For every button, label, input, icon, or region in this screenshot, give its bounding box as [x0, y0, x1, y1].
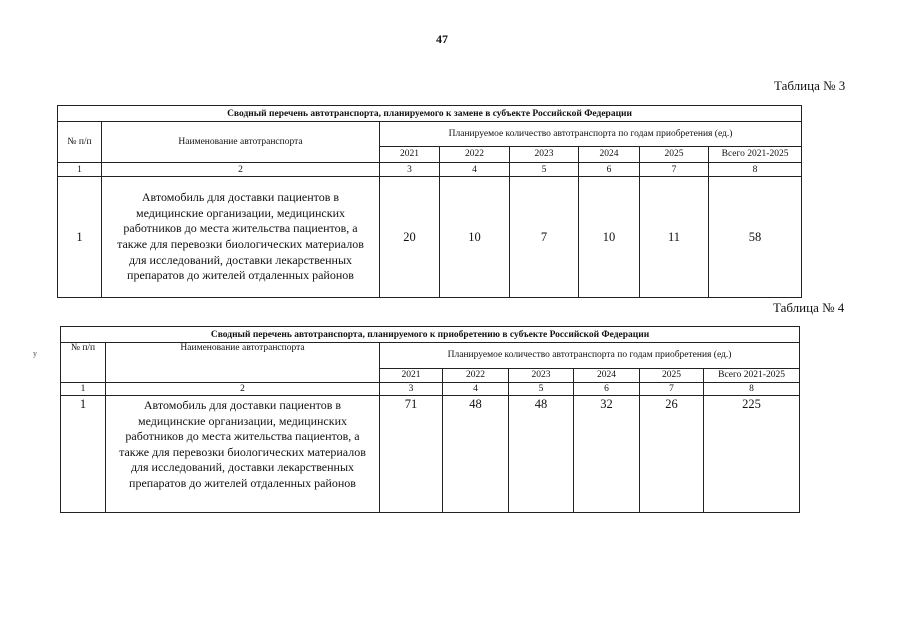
table3-year-2024: 2024 — [579, 147, 640, 163]
table3-index-cell: 2 — [102, 163, 380, 177]
table3-index-cell: 5 — [510, 163, 579, 177]
table3-index-cell: 4 — [440, 163, 510, 177]
table3-index-cell: 6 — [579, 163, 640, 177]
table4-index-cell: 1 — [61, 383, 106, 396]
table4-col-num: № п/п — [61, 343, 106, 383]
table3-index-cell: 3 — [380, 163, 440, 177]
table3-value-2022: 10 — [440, 177, 510, 298]
table3-row-num: 1 — [58, 177, 102, 298]
table4-index-cell: 3 — [380, 383, 443, 396]
table4-year-total: Всего 2021-2025 — [704, 369, 800, 383]
table3 — [57, 105, 802, 298]
table3-year-2021: 2021 — [380, 147, 440, 163]
table4-label: Таблица № 4 — [773, 300, 845, 315]
table-row — [58, 177, 802, 298]
table3-year-2025: 2025 — [640, 147, 709, 163]
table3-index-cell: 1 — [58, 163, 102, 177]
table4-value-2022: 48 — [443, 396, 509, 513]
table4-year-2024: 2024 — [574, 369, 640, 383]
table4-index-cell: 6 — [574, 383, 640, 396]
page-number: 47 — [436, 32, 448, 46]
table4-index-cell: 5 — [509, 383, 574, 396]
table4-value-2023: 48 — [509, 396, 574, 513]
table3-vehicle-name — [102, 177, 380, 298]
table3-value-2021: 20 — [380, 177, 440, 298]
margin-mark: у — [33, 349, 37, 358]
table3-col-num: № п/п — [58, 122, 102, 163]
table4-value-2024: 32 — [574, 396, 640, 513]
table3-title: Сводный перечень автотранспорта, планируемого к замене в субъекте Российской Федерации — [58, 106, 802, 122]
table4-col-name: Наименование автотранспорта — [106, 343, 380, 383]
table3-index-cell: 8 — [709, 163, 802, 177]
table4-year-2021: 2021 — [380, 369, 443, 383]
table3-index-cell: 7 — [640, 163, 709, 177]
table4-title: Сводный перечень автотранспорта, планируемого к приобретению в субъекте Российской Федерации — [61, 327, 800, 343]
table3-vehicle-text: Автомобиль для доставки пациентов в медицинские организации, медицинских работников до места жительства пациентов, а также для перевозки биологических материалов для исследований, доставки лекарственных препаратов до жителей отдаленных районов — [117, 190, 364, 283]
table4-value-total: 225 — [704, 396, 800, 513]
table4-index-cell: 7 — [640, 383, 704, 396]
table3-value-total: 58 — [709, 177, 802, 298]
table3-value-2024: 10 — [579, 177, 640, 298]
table3-year-2023: 2023 — [510, 147, 579, 163]
table4-vehicle-text: Автомобиль для доставки пациентов в медицинские организации, медицинских работников до места жительства пациентов, а также для перевозки биологических материалов для исследований, доставки лекарственных препаратов до жителей отдаленных районов — [119, 398, 366, 490]
table3-value-2025: 11 — [640, 177, 709, 298]
table4-vehicle-name — [106, 396, 380, 513]
table4-value-2025: 26 — [640, 396, 704, 513]
table3-value-2023: 7 — [510, 177, 579, 298]
table3-label: Таблица № 3 — [774, 78, 846, 93]
table4-year-2022: 2022 — [443, 369, 509, 383]
table4 — [60, 326, 800, 513]
table4-value-2021: 71 — [380, 396, 443, 513]
table4-index-cell: 8 — [704, 383, 800, 396]
table4-year-2023: 2023 — [509, 369, 574, 383]
table4-row-num: 1 — [61, 396, 106, 513]
table3-col-qty: Планируемое количество автотранспорта по годам приобретения (ед.) — [380, 122, 802, 147]
table4-index-cell: 4 — [443, 383, 509, 396]
table4-col-qty: Планируемое количество автотранспорта по годам приобретения (ед.) — [380, 343, 800, 369]
table-row — [61, 396, 800, 513]
table3-year-total: Всего 2021-2025 — [709, 147, 802, 163]
table3-year-2022: 2022 — [440, 147, 510, 163]
table3-col-name: Наименование автотранспорта — [102, 122, 380, 163]
table4-year-2025: 2025 — [640, 369, 704, 383]
table4-index-cell: 2 — [106, 383, 380, 396]
